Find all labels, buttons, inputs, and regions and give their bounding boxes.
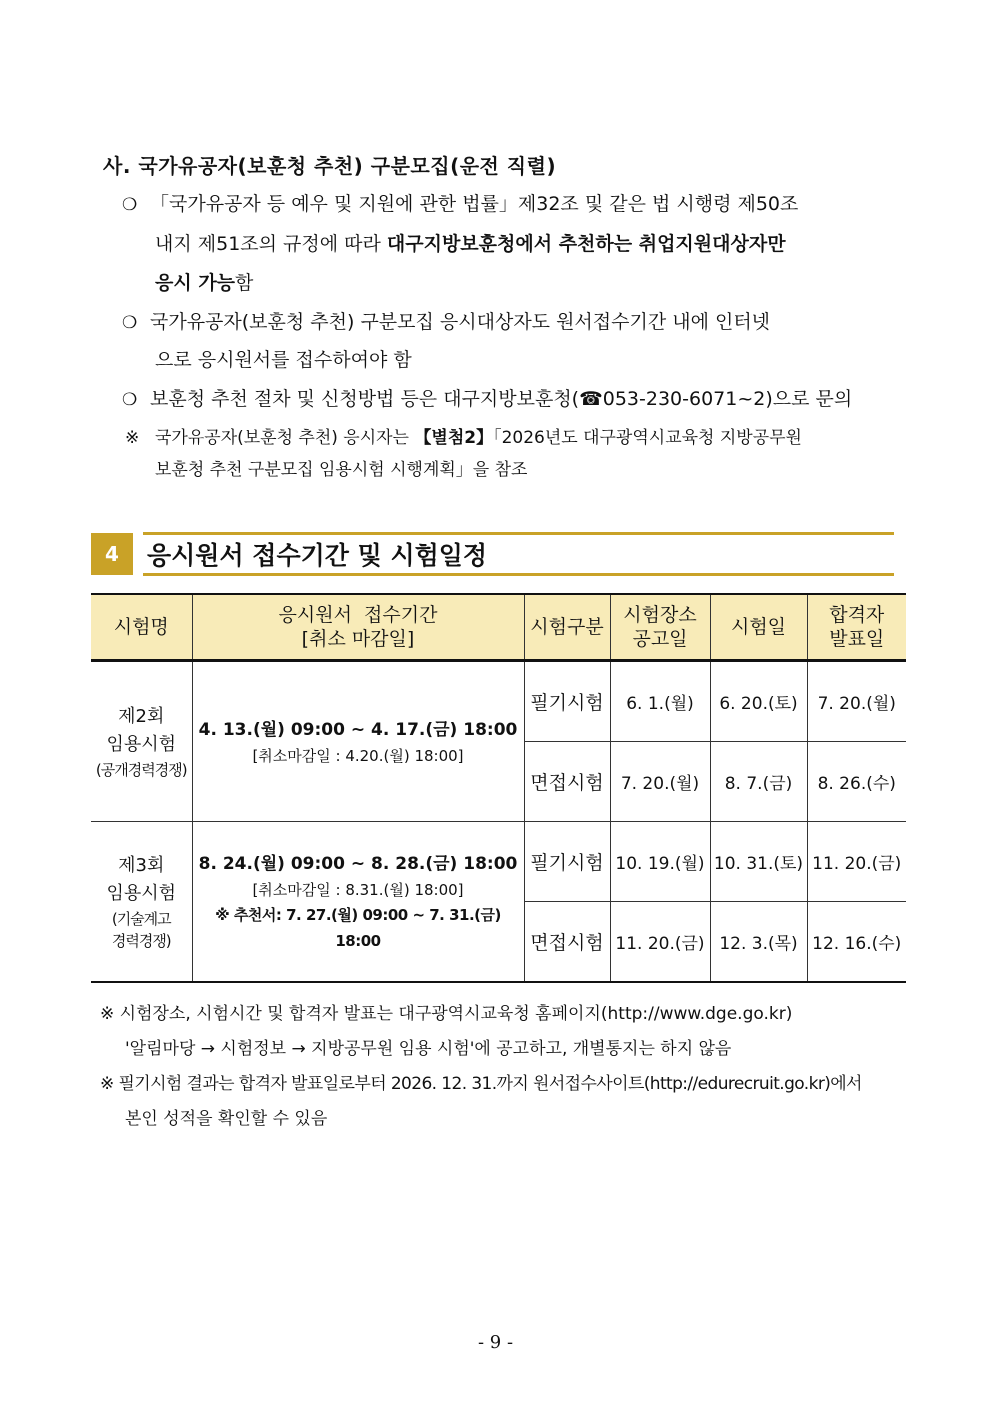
header-kind: 시험구분	[524, 594, 610, 661]
bullet-1-line-1: ❍ 「국가유공자 등 예우 및 지원에 관한 법률」제32조 및 같은 법 시행령 제50조	[122, 193, 799, 215]
page-number: - 9 -	[477, 1332, 514, 1353]
section-4-rule-bottom	[143, 573, 894, 576]
section-4-title: 응시원서 접수기간 및 시험일정	[147, 541, 488, 570]
header-period: 응시원서 접수기간 [취소 마감일]	[192, 594, 524, 661]
kind-cell: 면접시험	[524, 742, 610, 822]
result-cell: 11. 20.(금)	[807, 822, 906, 902]
venue-cell: 11. 20.(금)	[610, 902, 710, 983]
note-line-1: ※ 국가유공자(보훈청 추천) 응시자는 【별첨2】「2026년도 대구광역시교육청 지방공무원	[125, 428, 802, 448]
round-2-period: 4. 13.(월) 09:00 ~ 4. 17.(금) 18:00 [취소마감일 : 4.20.(월) 18:00]	[192, 661, 524, 822]
footer-note-1-line-1: ※ 시험장소, 시험시간 및 합격자 발표는 대구광역시교육청 홈페이지(http://www.dge.go.kr)	[100, 1004, 793, 1024]
footer-note-2-line-2: 본인 성적을 확인할 수 있음	[125, 1109, 328, 1129]
bullet-2-line-1: ❍ 국가유공자(보훈청 추천) 구분모집 응시대상자도 원서접수기간 내에 인터넷	[122, 311, 771, 333]
venue-cell: 10. 19.(월)	[610, 822, 710, 902]
exam-date-cell: 6. 20.(토)	[710, 661, 807, 742]
note-mark-icon: ※	[125, 428, 140, 448]
footer-note-1-line-2: '알림마당 → 시험정보 → 지방공무원 임용 시험'에 공고하고, 개별통지는 하지 않음	[125, 1039, 732, 1059]
bullet-circle-icon: ❍	[122, 195, 138, 215]
result-cell: 7. 20.(월)	[807, 661, 906, 742]
bullet-1-line-2: 내지 제51조의 규정에 따라 대구지방보훈청에서 추천하는 취업지원대상자만	[155, 233, 786, 255]
result-cell: 12. 16.(수)	[807, 902, 906, 983]
bullet-3: ❍ 보훈청 추천 절차 및 신청방법 등은 대구지방보훈청(☎053-230-6071~2)으로 문의	[122, 388, 853, 410]
bullet-1-line-3: 응시 가능함	[155, 272, 254, 294]
table-row	[91, 822, 906, 902]
round-3-name: 제3회 임용시험 (기술계고 경력경쟁)	[91, 822, 192, 983]
header-venue: 시험장소 공고일	[610, 594, 710, 661]
kind-cell: 필기시험	[524, 661, 610, 742]
bullet-circle-icon: ❍	[122, 313, 138, 333]
result-cell: 8. 26.(수)	[807, 742, 906, 822]
exam-date-cell: 8. 7.(금)	[710, 742, 807, 822]
note-line-2: 보훈청 추천 구분모집 임용시험 시행계획」을 참조	[155, 460, 528, 480]
venue-cell: 6. 1.(월)	[610, 661, 710, 742]
venue-cell: 7. 20.(월)	[610, 742, 710, 822]
section-sa-title: 사. 국가유공자(보훈청 추천) 구분모집(운전 직렬)	[103, 154, 557, 178]
bullet-2-line-2: 으로 응시원서를 접수하여야 함	[155, 349, 412, 371]
exam-date-cell: 12. 3.(목)	[710, 902, 807, 983]
table-header-row	[91, 594, 906, 661]
table-row	[91, 661, 906, 742]
header-exam-date: 시험일	[710, 594, 807, 661]
round-3-period: 8. 24.(월) 09:00 ~ 8. 28.(금) 18:00 [취소마감일 : 8.31.(월) 18:00] ※ 추천서: 7. 27.(월) 09:00 ~ 7. 31.(금) 18:00	[192, 822, 524, 983]
section-4-number: 4	[91, 533, 133, 575]
section-4-rule-top	[143, 532, 894, 535]
footer-note-2-line-1: ※ 필기시험 결과는 합격자 발표일로부터 2026. 12. 31.까지 원서접수사이트(http://edurecruit.go.kr)에서	[100, 1074, 862, 1094]
header-result: 합격자 발표일	[807, 594, 906, 661]
round-2-name: 제2회 임용시험 (공개경력경쟁)	[91, 661, 192, 822]
kind-cell: 필기시험	[524, 822, 610, 902]
bullet-circle-icon: ❍	[122, 390, 138, 410]
header-exam-name: 시험명	[91, 594, 192, 661]
exam-schedule-table	[91, 593, 906, 983]
exam-date-cell: 10. 31.(토)	[710, 822, 807, 902]
kind-cell: 면접시험	[524, 902, 610, 983]
